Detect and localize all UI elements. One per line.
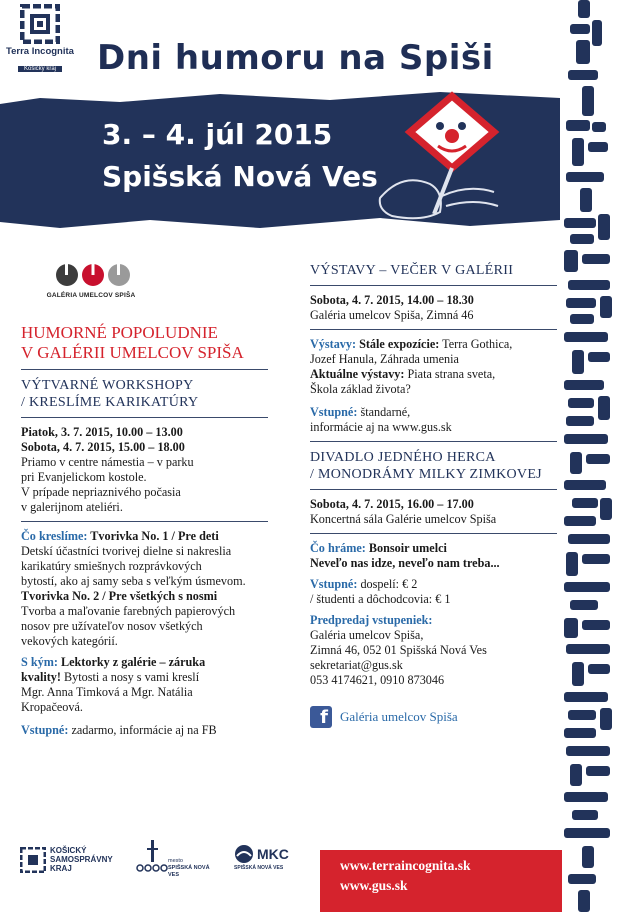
- divider: [310, 329, 557, 330]
- clown-sign-illustration: [372, 88, 512, 233]
- permanent-text: Terra Gothica,: [439, 337, 513, 351]
- with-text: Kropačeová.: [21, 700, 83, 714]
- draw-text: Detskí účastníci tvorivej dielne si nakreslia: [21, 544, 232, 558]
- entry-text: zadarmo, informácie aj na FB: [68, 723, 217, 737]
- partner-mkc: [234, 844, 289, 871]
- event-date: 3. – 4. júl 2015: [102, 118, 333, 151]
- place-line: V prípade nepriaznivého počasia: [21, 485, 181, 499]
- theatre-heading-line1: DIVADLO JEDNÉHO HERCA: [310, 450, 496, 465]
- workshop-heading-line1: VÝTVARNÉ WORKSHOPY: [21, 378, 194, 393]
- entry-label: Vstupné:: [21, 723, 69, 737]
- divider: [21, 417, 268, 418]
- presale-label: Predpredaj vstupeniek:: [310, 613, 433, 627]
- section-heading-line2: V GALÉRII UMELCOV SPIŠA: [21, 343, 244, 362]
- terra-incognita-mark-icon: [20, 4, 60, 44]
- current-label: Aktuálne výstavy:: [310, 367, 405, 381]
- play-title2: Neveľo nas idze, neveľo nam treba...: [310, 556, 500, 570]
- divider: [310, 441, 557, 442]
- theatre-heading-line2: / MONODRÁMY MILKY ZIMKOVEJ: [310, 467, 542, 482]
- presale-line: Zimná 46, 052 01 Spišská Nová Ves: [310, 643, 487, 657]
- facebook-link[interactable]: [310, 706, 557, 728]
- gallery-logo-text: GALÉRIA UMELCOV SPIŠA: [46, 292, 136, 299]
- divider: [310, 533, 557, 534]
- theatre-price: [310, 577, 557, 607]
- draw-text: nosov pre užívateľov nosov všetkých: [21, 619, 203, 633]
- presale-email[interactable]: sekretariat@gus.sk: [310, 658, 403, 672]
- section-heading-line1: HUMORNÉ POPOLUDNIE: [21, 323, 218, 342]
- gallery-logo: [21, 262, 161, 299]
- terra-incognita-logo: [4, 4, 76, 75]
- presale-phone: 053 4174621, 0910 873046: [310, 673, 445, 687]
- workshop-entry: [21, 723, 268, 738]
- permanent-text2: Jozef Hanula, Záhrada umenia: [310, 352, 459, 366]
- presale-line: Galéria umelcov Spiša,: [310, 628, 424, 642]
- event-town: Spišská Nová Ves: [102, 160, 378, 193]
- url-gus[interactable]: www.gus.sk: [340, 878, 408, 893]
- draw-title2: Tvorivka No. 2 / Pre všetkých s nosmi: [21, 589, 218, 603]
- exhibitions-time: Sobota, 4. 7. 2015, 14.00 – 18.30: [310, 293, 474, 307]
- play-label: Čo hráme:: [310, 541, 366, 555]
- partner3-line2: SPIŠSKÁ NOVÁ VES: [234, 865, 284, 871]
- place-line: pri Evanjelickom kostole.: [21, 470, 147, 484]
- place-line: Priamo v centre námestia – v parku: [21, 455, 194, 469]
- partner1-line2: SAMOSPRÁVNY: [50, 855, 113, 864]
- page-title: Dni humoru na Spiši: [97, 38, 494, 78]
- with-title2: kvality!: [21, 670, 61, 684]
- with-label: S kým:: [21, 655, 58, 669]
- workshop-heading-line2: / KRESLÍME KARIKATÚRY: [21, 395, 199, 410]
- draw-text: karikatúry smiešnych rozprávkových: [21, 559, 202, 573]
- theatre-time: Sobota, 4. 7. 2015, 16.00 – 17.00: [310, 497, 474, 511]
- exhibitions-entry-text: štandarné,: [357, 405, 411, 419]
- exhibitions-heading: VÝSTAVY – VEČER V GALÉRII: [310, 263, 514, 278]
- logo-sub: Košický kraj: [18, 66, 62, 72]
- facebook-text: Galéria umelcov Spiša: [340, 709, 458, 724]
- what-we-play: [310, 541, 557, 571]
- logo-name: Terra Incognita: [6, 46, 74, 57]
- partner1-line1: KOŠICKÝ: [50, 846, 87, 855]
- with-text: Bytosti a nosy s vami kreslí: [60, 670, 200, 684]
- exhibitions-entry-text2: informácie aj na www.gus.sk: [310, 420, 452, 434]
- with-title: Lektorky z galérie – záruka: [57, 655, 206, 669]
- left-column: [21, 262, 268, 738]
- url-terraincognita[interactable]: www.terraincognita.sk: [340, 858, 471, 873]
- partner-mesto-snv: [136, 838, 216, 877]
- footer-urls: [320, 850, 562, 912]
- with-whom: [21, 655, 268, 715]
- mesto-snv-icon: [136, 838, 170, 872]
- draw-title1: Tvorivka No. 1 / Pre deti: [87, 529, 219, 543]
- presale: [310, 613, 557, 688]
- schedule-line: Sobota, 4. 7. 2015, 15.00 – 18.00: [21, 440, 185, 454]
- exhibitions-label: Výstavy:: [310, 337, 357, 351]
- partner2-line1: mesto: [168, 858, 183, 864]
- divider: [21, 369, 268, 370]
- facebook-icon: f: [310, 706, 332, 728]
- with-text: Mgr. Anna Timková a Mgr. Natália: [21, 685, 193, 699]
- right-column: [310, 262, 557, 728]
- workshop-schedule: [21, 425, 268, 515]
- partner3-line1: MKC: [257, 846, 289, 862]
- kosicky-kraj-icon: [20, 847, 46, 873]
- partner-kosicky-kraj: [20, 846, 113, 873]
- draw-text: bytostí, ako aj samy seba s veľkým úsmevom.: [21, 574, 246, 588]
- draw-label: Čo kreslíme:: [21, 529, 88, 543]
- price-text2: / študenti a dôchodcovia: € 1: [310, 592, 451, 606]
- place-line: v galerijnom ateliéri.: [21, 500, 123, 514]
- theatre-place: Koncertná sála Galérie umelcov Spiša: [310, 512, 497, 526]
- exhibitions-place: Galéria umelcov Spiša, Zimná 46: [310, 308, 474, 322]
- partner1-line3: KRAJ: [50, 864, 72, 873]
- draw-text: vekových kategórií.: [21, 634, 118, 648]
- what-we-draw: [21, 529, 268, 649]
- price-label: Vstupné:: [310, 577, 358, 591]
- draw-text: Tvorba a maľovanie farebných papierových: [21, 604, 236, 618]
- schedule-line: Piatok, 3. 7. 2015, 10.00 – 13.00: [21, 425, 183, 439]
- gallery-logo-circles-icon: [21, 262, 161, 288]
- price-text: dospelí: € 2: [357, 577, 418, 591]
- partner2-line2: SPIŠSKÁ NOVÁ VES: [168, 865, 210, 878]
- divider: [310, 285, 557, 286]
- permanent-label: Stále expozície:: [356, 337, 440, 351]
- exhibitions-entry: [310, 405, 557, 435]
- play-title: Bonsoir umelci: [365, 541, 447, 555]
- current-text: Piata strana sveta,: [404, 367, 496, 381]
- mkc-icon: [234, 844, 254, 864]
- divider: [310, 489, 557, 490]
- divider: [21, 521, 268, 522]
- decorative-border-strip: [562, 0, 617, 912]
- exhibitions-entry-label: Vstupné:: [310, 405, 358, 419]
- exhibitions-list: [310, 337, 557, 397]
- current-text2: Škola základ života?: [310, 382, 411, 396]
